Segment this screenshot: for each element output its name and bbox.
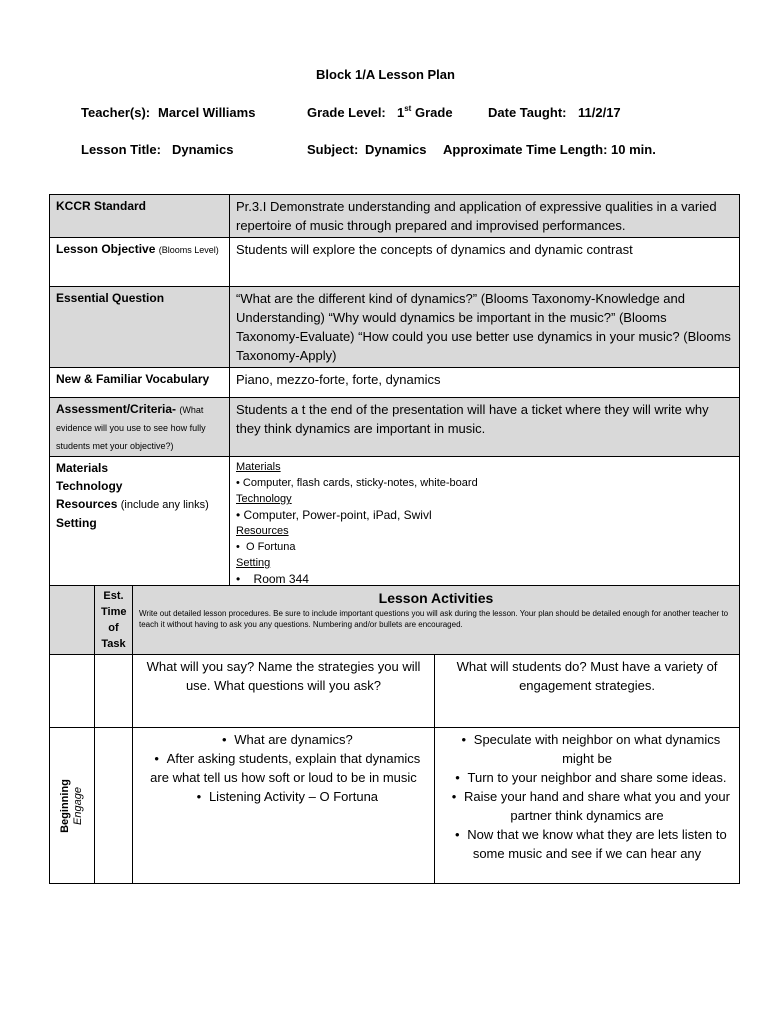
grade-value: 1st Grade [397, 104, 453, 120]
time-length: Approximate Time Length: 10 min. [443, 142, 656, 157]
assessment-small: (What evidence will you use to see how fully students met your objective?) [56, 405, 206, 451]
materials-label-cell [50, 457, 230, 590]
est-time-header: Est. Time of Task [95, 586, 133, 655]
list-item: • Raise your hand and share what you and your partner think dynamics are [441, 787, 733, 825]
materials-label: Materials [56, 461, 109, 475]
materials-value-cell [230, 457, 740, 590]
bullet-icon: • [461, 732, 467, 747]
assessment-value: Students a t the end of the presentation will have a ticket where they will write why they think dynamics are important in music. [230, 398, 740, 457]
empty-cell [50, 655, 95, 728]
activities-table [49, 585, 740, 884]
resources-small: (include any links) [120, 499, 209, 511]
essential-question-row [50, 287, 740, 368]
time-cell [95, 728, 133, 884]
vocabulary-value: Piano, mezzo-forte, forte, dynamics [230, 368, 740, 398]
setting-item: • Room 344 [236, 572, 309, 586]
phase-label: Beginning Engage [59, 778, 84, 833]
teacher-actions-list [139, 730, 428, 806]
kccr-row [50, 195, 740, 238]
bullet-icon: • [221, 732, 227, 747]
teacher-label: Teacher(s): [81, 105, 151, 120]
objective-label: Lesson Objective [56, 242, 156, 256]
setting-label: Setting [56, 516, 97, 530]
student-actions-list [441, 730, 733, 863]
empty-cell [95, 655, 133, 728]
student-actions-cell [435, 728, 740, 884]
technology-item: • Computer, Power-point, iPad, Swivl [236, 508, 432, 522]
setting-head: Setting [236, 557, 271, 569]
resources-item: • O Fortuna [236, 541, 296, 553]
teacher-column-head: What will you say? Name the strategies you will use. What questions will you ask? [133, 655, 435, 728]
date-taught: 11/2/17 [578, 105, 621, 120]
column-heads-row [50, 655, 740, 728]
materials-item: • Computer, flash cards, sticky-notes, white-board [236, 477, 478, 489]
list-item: • After asking students, explain that dynamics are what tell us how soft or loud to be in music [139, 749, 428, 787]
beginning-row [50, 728, 740, 884]
materials-row [50, 457, 740, 590]
kccr-label: KCCR Standard [50, 195, 230, 238]
essential-question-label: Essential Question [50, 287, 230, 368]
teacher-name: Marcel Williams [158, 105, 256, 120]
bullet-icon: • [236, 572, 254, 586]
lesson-title-value: Dynamics [172, 142, 234, 157]
page-title: Block 1/A Lesson Plan [316, 67, 455, 82]
list-item: • Listening Activity – O Fortuna [139, 787, 428, 806]
resources-head: Resources [236, 525, 289, 537]
technology-label: Technology [56, 479, 123, 493]
resources-label: Resources [56, 497, 118, 511]
date-label: Date Taught: [488, 105, 567, 120]
objective-value: Students will explore the concepts of dynamics and dynamic contrast [230, 238, 740, 287]
vocabulary-label: New & Familiar Vocabulary [50, 368, 230, 398]
grade-label: Grade Level: [307, 105, 386, 120]
objective-label-cell [50, 238, 230, 287]
bullet-icon: • [455, 770, 460, 785]
lesson-activities-header [133, 586, 740, 655]
objective-row [50, 238, 740, 287]
resources-label-line [56, 495, 223, 514]
phase-cell [50, 728, 95, 884]
phase-header-cell [50, 586, 95, 655]
bullet-icon: • [451, 789, 457, 804]
assessment-label: Assessment/Criteria- [56, 402, 177, 416]
objective-small: (Blooms Level) [158, 245, 219, 255]
technology-head: Technology [236, 493, 292, 505]
lesson-activities-note: Write out detailed lesson procedures. Be sure to include important questions you will ask during the lesson. Your plan should be detailed enough for another teacher to teach it without having to ask you any questions. Numbering and/or bullets are encouraged. [139, 609, 729, 629]
teacher-actions-cell [133, 728, 435, 884]
essential-question-value: “What are the different kind of dynamics?” (Blooms Taxonomy-Knowledge and Understanding) “Why would dynamics be important in the music?” (Blooms Taxonomy-Evaluate) “How could you use better use dynamics in your music? (Blooms Taxonomy-Apply) [230, 287, 740, 368]
list-item: • Turn to your neighbor and share some ideas. [441, 768, 733, 787]
kccr-value: Pr.3.I Demonstrate understanding and application of expressive qualities in a varied repertoire of music through prepared and improvised performances. [230, 195, 740, 238]
bullet-icon: • [455, 827, 460, 842]
activities-header-row [50, 586, 740, 655]
bullet-icon: • [236, 541, 246, 553]
student-column-head: What will students do? Must have a variety of engagement strategies. [435, 655, 740, 728]
standards-table [49, 194, 740, 590]
list-item: • What are dynamics? [139, 730, 428, 749]
list-item: • Now that we know what they are lets listen to some music and see if we can hear any [441, 825, 733, 863]
subject-label: Subject: [307, 142, 359, 157]
bullet-icon: • [236, 508, 244, 522]
lesson-title-label: Lesson Title: [81, 142, 161, 157]
lesson-activities-title: Lesson Activities [378, 590, 494, 606]
bullet-icon: • [196, 789, 202, 804]
assessment-row [50, 398, 740, 457]
vocabulary-row [50, 368, 740, 398]
materials-head: Materials [236, 461, 281, 473]
bullet-icon: • [154, 751, 159, 766]
list-item: • Speculate with neighbor on what dynamics might be [441, 730, 733, 768]
assessment-label-cell [50, 398, 230, 457]
bullet-icon: • [236, 477, 243, 489]
subject-value: Dynamics [365, 142, 427, 157]
